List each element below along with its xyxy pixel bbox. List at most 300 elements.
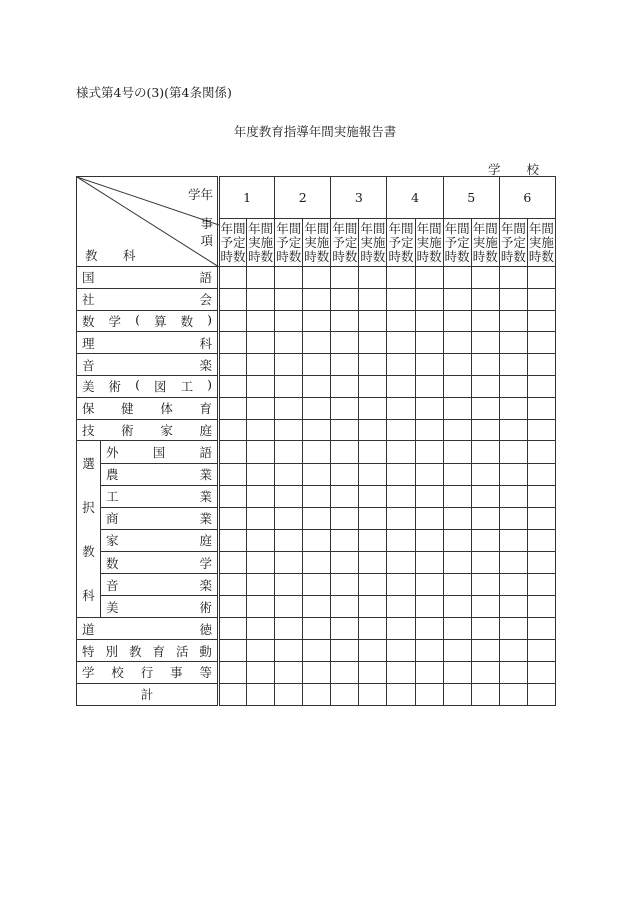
data-cell xyxy=(471,596,499,618)
label-char: 数 xyxy=(106,555,119,571)
elective-row xyxy=(77,596,556,618)
data-cell xyxy=(219,267,247,289)
data-cell xyxy=(303,267,331,289)
data-cell xyxy=(303,485,331,507)
data-cell xyxy=(471,552,499,574)
data-cell xyxy=(275,596,303,618)
data-cell xyxy=(331,419,359,441)
subject-label-text xyxy=(106,465,212,483)
data-cell xyxy=(471,683,499,705)
data-cell xyxy=(247,661,275,683)
label-char: 選 xyxy=(82,456,95,472)
data-cell xyxy=(527,485,555,507)
elective-row xyxy=(77,529,556,551)
data-cell xyxy=(247,332,275,354)
header-text-line: 年間 xyxy=(444,220,470,236)
data-cell xyxy=(359,332,387,354)
elective-subject-label xyxy=(101,441,219,463)
header-text-line: 年間 xyxy=(416,220,442,236)
data-cell xyxy=(443,267,471,289)
label-char: 校 xyxy=(111,665,124,681)
header-text-line: 時数 xyxy=(416,248,442,264)
total-row xyxy=(77,683,556,705)
data-cell xyxy=(219,288,247,310)
data-cell xyxy=(331,640,359,662)
header-text-line: 予定 xyxy=(220,234,246,250)
data-cell xyxy=(331,375,359,397)
subject-label-text xyxy=(82,334,212,352)
data-cell xyxy=(499,397,527,419)
data-cell xyxy=(499,485,527,507)
data-cell xyxy=(527,419,555,441)
label-char: 科 xyxy=(199,335,212,351)
data-cell xyxy=(499,661,527,683)
data-cell xyxy=(219,332,247,354)
data-cell xyxy=(331,574,359,596)
subject-label-text xyxy=(106,598,212,616)
subject-label-text xyxy=(106,554,212,572)
data-cell xyxy=(499,332,527,354)
label-char: 語 xyxy=(199,270,212,286)
label-char: 国 xyxy=(82,270,95,286)
header-text-line: 予定 xyxy=(276,234,302,250)
data-cell xyxy=(387,661,415,683)
label-char: 学 xyxy=(82,665,95,681)
header-text-line: 予定 xyxy=(444,234,470,250)
subject-label xyxy=(77,354,219,376)
corner-header-cell xyxy=(77,177,219,267)
data-cell xyxy=(471,507,499,529)
label-char: 行 xyxy=(140,665,154,681)
data-cell xyxy=(275,574,303,596)
data-cell xyxy=(415,267,443,289)
data-cell xyxy=(471,463,499,485)
data-cell xyxy=(387,310,415,332)
label-char: 等 xyxy=(199,665,212,681)
label-char: ) xyxy=(207,377,212,393)
data-cell xyxy=(331,463,359,485)
subject-label xyxy=(77,267,219,289)
subject-label xyxy=(77,640,219,662)
subject-row xyxy=(77,397,556,419)
data-cell xyxy=(275,310,303,332)
label-char: 業 xyxy=(199,489,212,505)
data-cell xyxy=(219,529,247,551)
data-cell xyxy=(527,552,555,574)
subject-label-text xyxy=(106,531,212,549)
data-cell xyxy=(303,574,331,596)
data-cell xyxy=(247,485,275,507)
data-cell xyxy=(387,288,415,310)
label-char: 会 xyxy=(199,292,212,308)
label-char: 楽 xyxy=(199,357,212,373)
data-cell xyxy=(387,529,415,551)
data-cell xyxy=(359,375,387,397)
subject-label xyxy=(77,661,219,683)
label-char: 数 xyxy=(180,313,194,329)
subject-row xyxy=(77,419,556,441)
label-char: 学 xyxy=(108,313,122,329)
data-cell xyxy=(219,683,247,705)
data-cell xyxy=(527,397,555,419)
data-cell xyxy=(527,640,555,662)
label-char: 社 xyxy=(82,292,95,308)
elective-row xyxy=(77,485,556,507)
data-cell xyxy=(219,485,247,507)
subject-row xyxy=(77,354,556,376)
header-text-line: 実施 xyxy=(528,234,554,250)
subject-row xyxy=(77,288,556,310)
data-cell xyxy=(387,552,415,574)
header-text-line: 年間 xyxy=(528,220,554,236)
data-cell xyxy=(443,683,471,705)
elective-row xyxy=(77,507,556,529)
data-cell xyxy=(303,507,331,529)
data-cell xyxy=(527,529,555,551)
data-cell xyxy=(415,485,443,507)
planned-hours-header xyxy=(443,219,471,267)
data-cell xyxy=(387,332,415,354)
data-cell xyxy=(499,529,527,551)
data-cell xyxy=(247,552,275,574)
data-cell xyxy=(499,375,527,397)
data-cell xyxy=(331,310,359,332)
item-header-char: 項 xyxy=(200,233,213,248)
header-text-line: 時数 xyxy=(220,248,246,264)
actual-hours-header xyxy=(415,219,443,267)
data-cell xyxy=(415,596,443,618)
data-cell xyxy=(219,507,247,529)
data-cell xyxy=(443,596,471,618)
subject-label-text xyxy=(82,642,212,660)
subject-row xyxy=(77,310,556,332)
elective-subject-label xyxy=(101,529,219,551)
label-char: 業 xyxy=(199,467,212,483)
form-number: 様式第4号の(3)(第4条関係) xyxy=(76,85,232,100)
data-cell xyxy=(527,288,555,310)
header-text-line: 年間 xyxy=(472,220,498,236)
elective-row xyxy=(77,574,556,596)
data-cell xyxy=(359,596,387,618)
label-char: 語 xyxy=(199,444,212,460)
subject-label xyxy=(77,397,219,419)
data-cell xyxy=(275,552,303,574)
header-text-line: 年間 xyxy=(276,220,302,236)
data-cell xyxy=(303,375,331,397)
elective-group-label xyxy=(77,441,101,618)
label-char: 術 xyxy=(121,422,134,438)
data-cell xyxy=(387,485,415,507)
label-char: 美 xyxy=(82,379,95,395)
label-char: 農 xyxy=(106,467,119,483)
data-cell xyxy=(471,640,499,662)
data-cell xyxy=(303,463,331,485)
grade-header-cell: 4 xyxy=(387,177,443,219)
data-cell xyxy=(247,574,275,596)
label-char: 道 xyxy=(82,621,95,637)
elective-row xyxy=(77,552,556,574)
document-title: 年度教育指導年間実施報告書 xyxy=(233,124,397,139)
data-cell xyxy=(443,332,471,354)
data-cell xyxy=(527,332,555,354)
data-cell xyxy=(303,332,331,354)
label-char: 工 xyxy=(106,489,119,505)
data-cell xyxy=(247,267,275,289)
data-cell xyxy=(387,397,415,419)
header-text-line: 時数 xyxy=(304,248,330,264)
planned-hours-header xyxy=(499,219,527,267)
data-cell xyxy=(387,574,415,596)
label-char: 業 xyxy=(199,511,212,527)
data-cell xyxy=(443,441,471,463)
label-char: 商 xyxy=(106,511,119,527)
data-cell xyxy=(387,618,415,640)
data-cell xyxy=(527,596,555,618)
data-cell xyxy=(499,596,527,618)
subject-label xyxy=(77,419,219,441)
header-text-line: 実施 xyxy=(416,234,442,250)
data-cell xyxy=(387,683,415,705)
data-cell xyxy=(247,683,275,705)
data-cell xyxy=(471,419,499,441)
data-cell xyxy=(275,267,303,289)
subject-header-char: 教 xyxy=(85,248,98,263)
data-cell xyxy=(471,332,499,354)
data-cell xyxy=(303,552,331,574)
report-table xyxy=(76,176,556,706)
data-cell xyxy=(359,640,387,662)
label-char: 技 xyxy=(82,422,95,438)
subject-label-text xyxy=(82,356,212,374)
data-cell xyxy=(331,661,359,683)
subject-label-text xyxy=(82,620,212,638)
header-text-line: 年間 xyxy=(500,220,526,236)
data-cell xyxy=(331,354,359,376)
subject-row xyxy=(77,661,556,683)
subject-row xyxy=(77,267,556,289)
data-cell xyxy=(247,529,275,551)
elective-subject-label xyxy=(101,507,219,529)
data-cell xyxy=(331,683,359,705)
elective-subject-label xyxy=(101,596,219,618)
data-cell xyxy=(219,552,247,574)
header-text-line: 時数 xyxy=(388,248,414,264)
data-cell xyxy=(443,618,471,640)
data-cell xyxy=(415,310,443,332)
data-cell xyxy=(247,288,275,310)
elective-row xyxy=(77,441,556,463)
label-char: 音 xyxy=(106,577,119,593)
data-cell xyxy=(527,375,555,397)
data-cell xyxy=(359,574,387,596)
data-cell xyxy=(471,288,499,310)
label-char: ( xyxy=(135,377,140,393)
label-char: 特 xyxy=(82,643,95,659)
data-cell xyxy=(359,552,387,574)
data-cell xyxy=(247,419,275,441)
data-cell xyxy=(247,375,275,397)
label-char: 教 xyxy=(82,544,95,560)
data-cell xyxy=(415,574,443,596)
data-cell xyxy=(303,419,331,441)
item-header-char: 事 xyxy=(200,216,213,231)
data-cell xyxy=(359,397,387,419)
label-char: 楽 xyxy=(199,577,212,593)
data-cell xyxy=(219,419,247,441)
data-cell xyxy=(359,683,387,705)
data-cell xyxy=(471,397,499,419)
data-cell xyxy=(499,683,527,705)
subject-row xyxy=(77,332,556,354)
data-cell xyxy=(247,397,275,419)
label-char: 理 xyxy=(82,335,95,351)
header-text-line: 年間 xyxy=(360,220,386,236)
subject-label xyxy=(77,332,219,354)
data-cell xyxy=(415,441,443,463)
data-cell xyxy=(275,661,303,683)
data-cell xyxy=(387,463,415,485)
label-char: 家 xyxy=(106,533,119,549)
actual-hours-header xyxy=(247,219,275,267)
header-text-line: 時数 xyxy=(472,248,498,264)
label-char: 数 xyxy=(82,313,95,329)
data-cell xyxy=(387,419,415,441)
subject-label-text xyxy=(106,443,212,461)
header-text-line: 時数 xyxy=(360,248,386,264)
data-cell xyxy=(415,354,443,376)
data-cell xyxy=(499,419,527,441)
subject-row xyxy=(77,640,556,662)
data-cell xyxy=(275,507,303,529)
label-char: 国 xyxy=(152,444,166,460)
label-char: 術 xyxy=(199,599,212,615)
data-cell xyxy=(527,574,555,596)
label-char: 活 xyxy=(175,643,189,659)
data-cell xyxy=(219,574,247,596)
data-cell xyxy=(219,618,247,640)
data-cell xyxy=(331,485,359,507)
data-cell xyxy=(499,618,527,640)
data-cell xyxy=(471,310,499,332)
header-text-line: 実施 xyxy=(304,234,330,250)
data-cell xyxy=(247,640,275,662)
label-char: 徳 xyxy=(199,621,212,637)
data-cell xyxy=(247,618,275,640)
data-cell xyxy=(359,267,387,289)
data-cell xyxy=(443,507,471,529)
label-char: 図 xyxy=(154,379,167,395)
data-cell xyxy=(219,354,247,376)
data-cell xyxy=(415,288,443,310)
data-cell xyxy=(471,529,499,551)
header-text-line: 実施 xyxy=(360,234,386,250)
data-cell xyxy=(219,397,247,419)
label-char: 算 xyxy=(154,313,167,329)
header-text-line: 年間 xyxy=(304,220,330,236)
label-char: 教 xyxy=(128,643,142,659)
data-cell xyxy=(387,507,415,529)
elective-subject-label xyxy=(101,574,219,596)
data-cell xyxy=(415,640,443,662)
header-text-line: 時数 xyxy=(276,248,302,264)
subject-label-text xyxy=(82,377,212,395)
label-char: ( xyxy=(135,311,140,327)
elective-group-text xyxy=(77,441,100,617)
data-cell xyxy=(499,310,527,332)
grade-header-cell: 6 xyxy=(499,177,555,219)
data-cell xyxy=(275,332,303,354)
data-cell xyxy=(275,618,303,640)
data-cell xyxy=(303,288,331,310)
data-cell xyxy=(443,419,471,441)
data-cell xyxy=(331,397,359,419)
data-cell xyxy=(443,397,471,419)
school-char: 校 xyxy=(526,162,540,177)
label-char: 家 xyxy=(160,422,173,438)
data-cell xyxy=(443,354,471,376)
data-cell xyxy=(387,267,415,289)
data-cell xyxy=(303,640,331,662)
data-cell xyxy=(527,354,555,376)
data-cell xyxy=(303,354,331,376)
data-cell xyxy=(415,375,443,397)
label-char: 術 xyxy=(108,379,122,395)
data-cell xyxy=(387,375,415,397)
label-char: 別 xyxy=(105,643,118,659)
data-cell xyxy=(275,419,303,441)
label-char: 保 xyxy=(82,401,95,417)
subject-label-text xyxy=(106,576,212,594)
data-cell xyxy=(247,596,275,618)
data-cell xyxy=(331,288,359,310)
planned-hours-header xyxy=(387,219,415,267)
subject-header-char: 科 xyxy=(123,248,136,263)
data-cell xyxy=(247,354,275,376)
data-cell xyxy=(471,267,499,289)
data-cell xyxy=(387,640,415,662)
data-cell xyxy=(219,596,247,618)
data-cell xyxy=(499,552,527,574)
grade-header-cell: 2 xyxy=(275,177,331,219)
school-char: 学 xyxy=(488,162,501,177)
data-cell xyxy=(275,640,303,662)
total-label: 計 xyxy=(77,683,219,705)
data-cell xyxy=(219,375,247,397)
data-cell xyxy=(471,661,499,683)
data-cell xyxy=(527,618,555,640)
elective-subject-label xyxy=(101,485,219,507)
data-cell xyxy=(387,596,415,618)
data-cell xyxy=(415,507,443,529)
data-cell xyxy=(443,661,471,683)
data-cell xyxy=(527,267,555,289)
data-cell xyxy=(275,397,303,419)
data-cell xyxy=(219,640,247,662)
header-text-line: 実施 xyxy=(472,234,498,250)
header-text-line: 時数 xyxy=(500,248,526,264)
elective-subject-label xyxy=(101,463,219,485)
header-text-line: 実施 xyxy=(248,234,274,250)
data-cell xyxy=(443,574,471,596)
data-cell xyxy=(527,441,555,463)
data-cell xyxy=(415,552,443,574)
data-cell xyxy=(359,485,387,507)
data-cell xyxy=(499,463,527,485)
subject-label xyxy=(77,310,219,332)
data-cell xyxy=(303,529,331,551)
subject-label-text xyxy=(82,268,212,286)
data-cell xyxy=(359,507,387,529)
